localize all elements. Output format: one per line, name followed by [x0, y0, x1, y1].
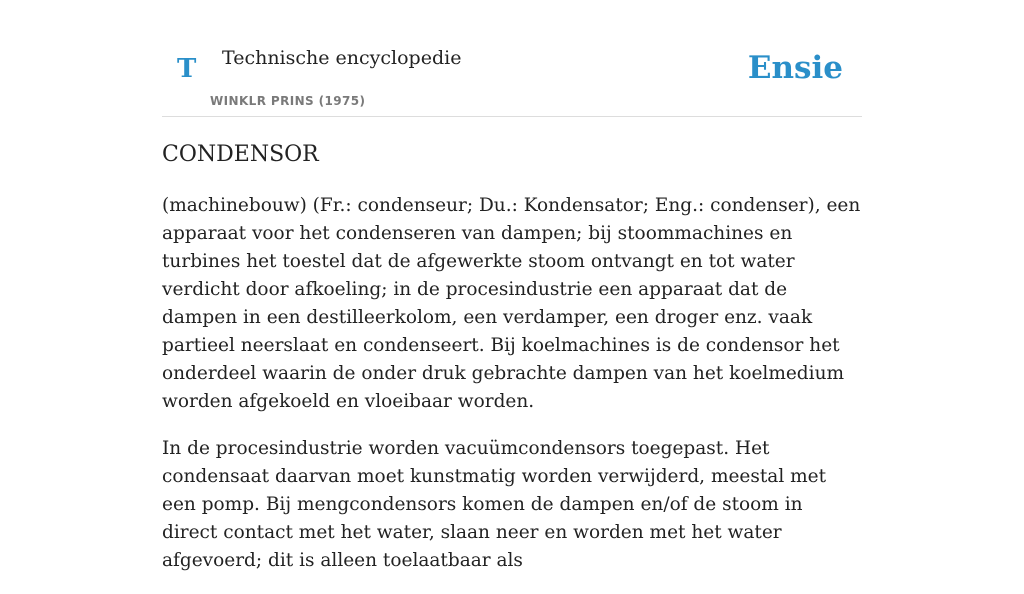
article-paragraph: In de procesindustrie worden vacuümcondensors toegepast. Het condensaat daarvan moet kunstmatig worden verwijderd, meestal met een pomp. Bij mengcondensors komen de dampen en/of de stoom in direct contact met het water, slaan neer en worden met het water afgevoerd; dit is alleen toelaatbaar als — [162, 438, 827, 571]
article-body — [162, 192, 862, 594]
article-title: CONDENSOR — [162, 142, 319, 167]
brand-logo-link[interactable]: Ensie — [747, 50, 843, 86]
source-header — [162, 0, 862, 117]
source-subtitle: WINKLR PRINS (1975) — [210, 94, 366, 108]
article-paragraph: (machinebouw) (Fr.: condenseur; Du.: Kondensator; Eng.: condenser), een apparaat voor het condenseren van dampen; bij stoommachines en turbines het toestel dat de afgewerkte stoom ontvangt en tot water verdicht door afkoeling; in de procesindustrie een apparaat dat de dampen in een destilleerkolom, een verdamper, een droger enz. vaak partieel neerslaat en condenseert. Bij koelmachines is de condensor het onderdeel waarin de onder druk gebrachte dampen van het koelmedium worden afgekoeld en vloeibaar worden. — [162, 195, 861, 412]
source-logo-icon: T — [177, 54, 197, 84]
source-title-link[interactable]: Technische encyclopedie — [222, 47, 462, 69]
